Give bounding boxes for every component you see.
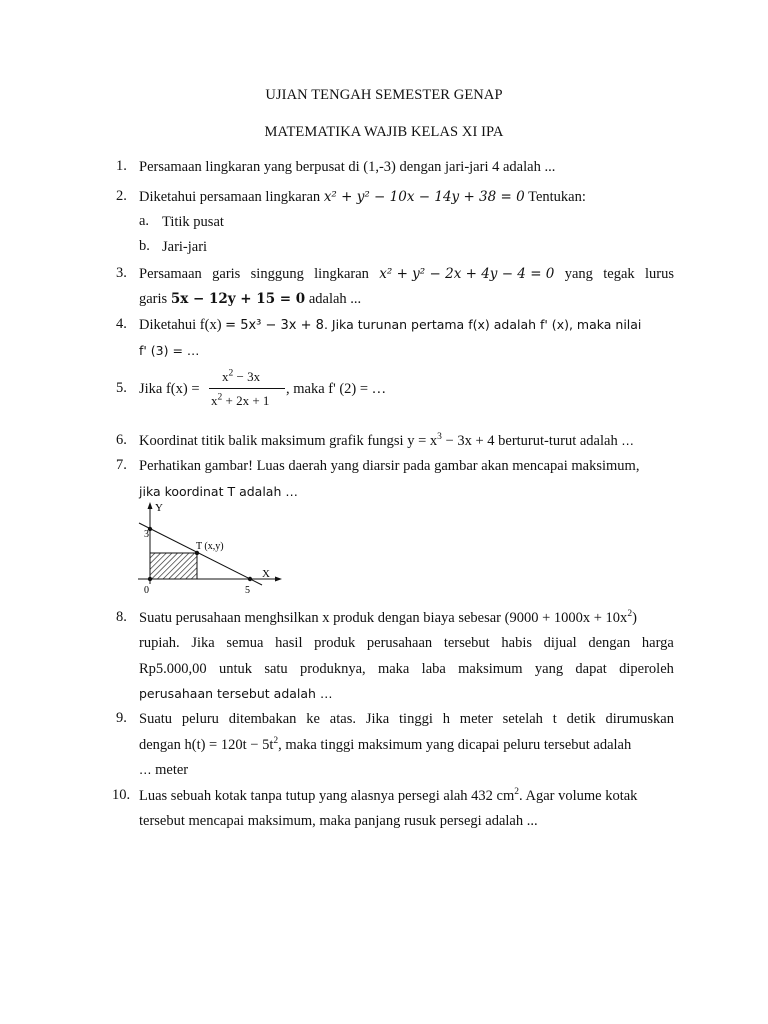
q3-word: lurus xyxy=(644,266,674,282)
q5-denominator: $x^2 + 2x + 1$ xyxy=(211,392,270,408)
q4-pre: Diketahui f(x) xyxy=(139,317,222,333)
q3-word: tegak xyxy=(603,266,635,282)
q8-word: harga xyxy=(641,635,674,651)
x-label: X xyxy=(262,568,270,580)
q2-number: 2. xyxy=(116,188,127,204)
q3-word: singgung xyxy=(250,266,304,282)
point-5 xyxy=(248,577,252,581)
q3-line1 xyxy=(139,265,674,283)
q5-post: , maka f' (2) = … xyxy=(286,381,387,397)
shaded-rectangle xyxy=(150,553,197,579)
q8-word: diperoleh xyxy=(619,661,674,677)
point-origin xyxy=(148,577,152,581)
q9-word: detik xyxy=(566,711,596,727)
q2b-text: Jari-jari xyxy=(162,239,208,255)
t-label: T (x,y) xyxy=(196,541,224,552)
q6-text: Koordinat titik balik maksimum grafik fungsi $y = x^3 - 3x + 4$ berturut-turut adalah … xyxy=(139,432,634,449)
label-3: 3 xyxy=(144,529,149,540)
q8-word: rupiah. xyxy=(139,635,180,651)
q4-line2: f' (3) = … xyxy=(139,343,200,358)
q7-number: 7. xyxy=(116,457,127,473)
q3-number: 3. xyxy=(116,265,127,281)
q10-line1: Luas sebuah kotak tanpa tutup yang alasnya persegi alah 432 $cm^2$. Agar volume kotak xyxy=(139,787,638,804)
q5-number: 5. xyxy=(116,380,127,396)
q8-word: habis xyxy=(501,635,532,651)
q3-equation: x² + y² − 2x + 4y − 4 = 0 xyxy=(379,266,555,282)
q10-number: 10. xyxy=(112,787,131,803)
q2-post: Tentukan: xyxy=(528,189,586,205)
q9-word: tinggi xyxy=(399,711,433,727)
q3-l2-equation: 5x − 12y + 15 = 0 xyxy=(170,291,306,307)
q3-l2-pre: garis xyxy=(139,291,168,307)
q2a-text: Titik pusat xyxy=(162,214,224,230)
q8-word: untuk xyxy=(218,661,253,677)
q8-word: dapat xyxy=(575,661,607,677)
q8-word: tersebut xyxy=(443,635,490,651)
q8-word: Rp5.000,00 xyxy=(139,661,207,677)
q3-word: lingkaran xyxy=(314,266,369,282)
q8-line2 xyxy=(139,634,674,652)
q3-word: yang xyxy=(564,266,593,282)
q8-word: maksimum xyxy=(458,661,523,677)
q4-line1 xyxy=(139,316,641,335)
area-figure xyxy=(134,500,284,600)
q5-fraction-bar xyxy=(209,388,285,389)
q8-word: laba xyxy=(421,661,446,677)
q9-word: setelah xyxy=(502,711,543,727)
q7-line1: Perhatikan gambar! Luas daerah yang diarsir pada gambar akan mencapai maksimum, xyxy=(139,458,640,474)
q8-line1: Suatu perusahaan menghsilkan x produk dengan biaya sebesar $(9000 + 1000x + 10x^2)$ xyxy=(139,609,637,626)
q9-word: ditembakan xyxy=(228,711,297,727)
q8-word: maka xyxy=(377,661,410,677)
q2-line xyxy=(139,188,586,206)
q6-number: 6. xyxy=(116,432,127,448)
q9-word: dirumuskan xyxy=(605,711,674,727)
exam-title: UJIAN TENGAH SEMESTER GENAP xyxy=(265,87,503,103)
q8-line4: perusahaan tersebut adalah … xyxy=(139,686,333,701)
q8-word: Jika xyxy=(191,635,215,651)
q8-word: perusahaan xyxy=(366,635,433,651)
q4-post: . Jika turunan pertama f(x) adalah f' (x), maka nilai xyxy=(323,317,642,332)
q2-pre: Diketahui persamaan lingkaran xyxy=(139,189,321,205)
q1-text: Persamaan lingkaran yang berpusat di (1,-3) dengan jari-jari 4 adalah ... xyxy=(139,159,556,175)
y-axis-arrow xyxy=(148,502,153,509)
q8-number: 8. xyxy=(116,609,127,625)
q9-word: ke xyxy=(306,711,320,727)
q7-line2: jika koordinat T adalah … xyxy=(139,484,298,499)
q8-word: hasil xyxy=(275,635,303,651)
q8-word: dengan xyxy=(588,635,631,651)
q9-line1 xyxy=(139,710,674,728)
label-0: 0 xyxy=(144,585,149,596)
q5-numerator: $x^2 - 3x$ xyxy=(222,368,261,384)
q8-word: semua xyxy=(226,635,264,651)
q9-word: meter xyxy=(459,711,493,727)
q8-line3 xyxy=(139,660,674,678)
q2a-label: a. xyxy=(139,213,150,229)
q10-line2: tersebut mencapai maksimum, maka panjang rusuk persegi adalah ... xyxy=(139,813,538,829)
q8-word: dijual xyxy=(543,635,577,651)
q4-equation: = 5x³ − 3x + 8 xyxy=(225,318,324,333)
y-label: Y xyxy=(155,502,163,514)
exam-subtitle: MATEMATIKA WAJIB KELAS XI IPA xyxy=(264,124,504,140)
q5-pre: Jika f(x) = xyxy=(139,381,200,397)
q9-word: atas. xyxy=(329,711,356,727)
q9-word: Suatu xyxy=(139,711,173,727)
q3-line2 xyxy=(139,290,361,308)
q9-number: 9. xyxy=(116,710,127,726)
q8-word: produk xyxy=(314,635,356,651)
q8-word: satu xyxy=(264,661,288,677)
q3-word: Persamaan xyxy=(139,266,202,282)
q3-word: garis xyxy=(212,266,241,282)
q1-number: 1. xyxy=(116,158,127,174)
q9-line2: dengan $h(t) = 120t - 5t^2$, maka tinggi maksimum yang dicapai peluru tersebut adalah xyxy=(139,736,632,753)
label-5: 5 xyxy=(245,585,250,596)
q2-equation: x² + y² − 10x − 14y + 38 = 0 xyxy=(323,189,525,205)
q3-l2-post: adalah ... xyxy=(308,291,362,307)
q8-word: produknya, xyxy=(300,661,366,677)
q9-word: peluru xyxy=(181,711,219,727)
q9-line3: … meter xyxy=(139,762,189,778)
q2b-label: b. xyxy=(139,238,150,254)
q9-word: Jika xyxy=(365,711,390,727)
x-axis-arrow xyxy=(275,577,282,582)
q4-number: 4. xyxy=(116,316,127,332)
q9-word: t xyxy=(552,711,557,727)
q8-word: yang xyxy=(534,661,564,677)
q9-word: h xyxy=(442,711,450,727)
